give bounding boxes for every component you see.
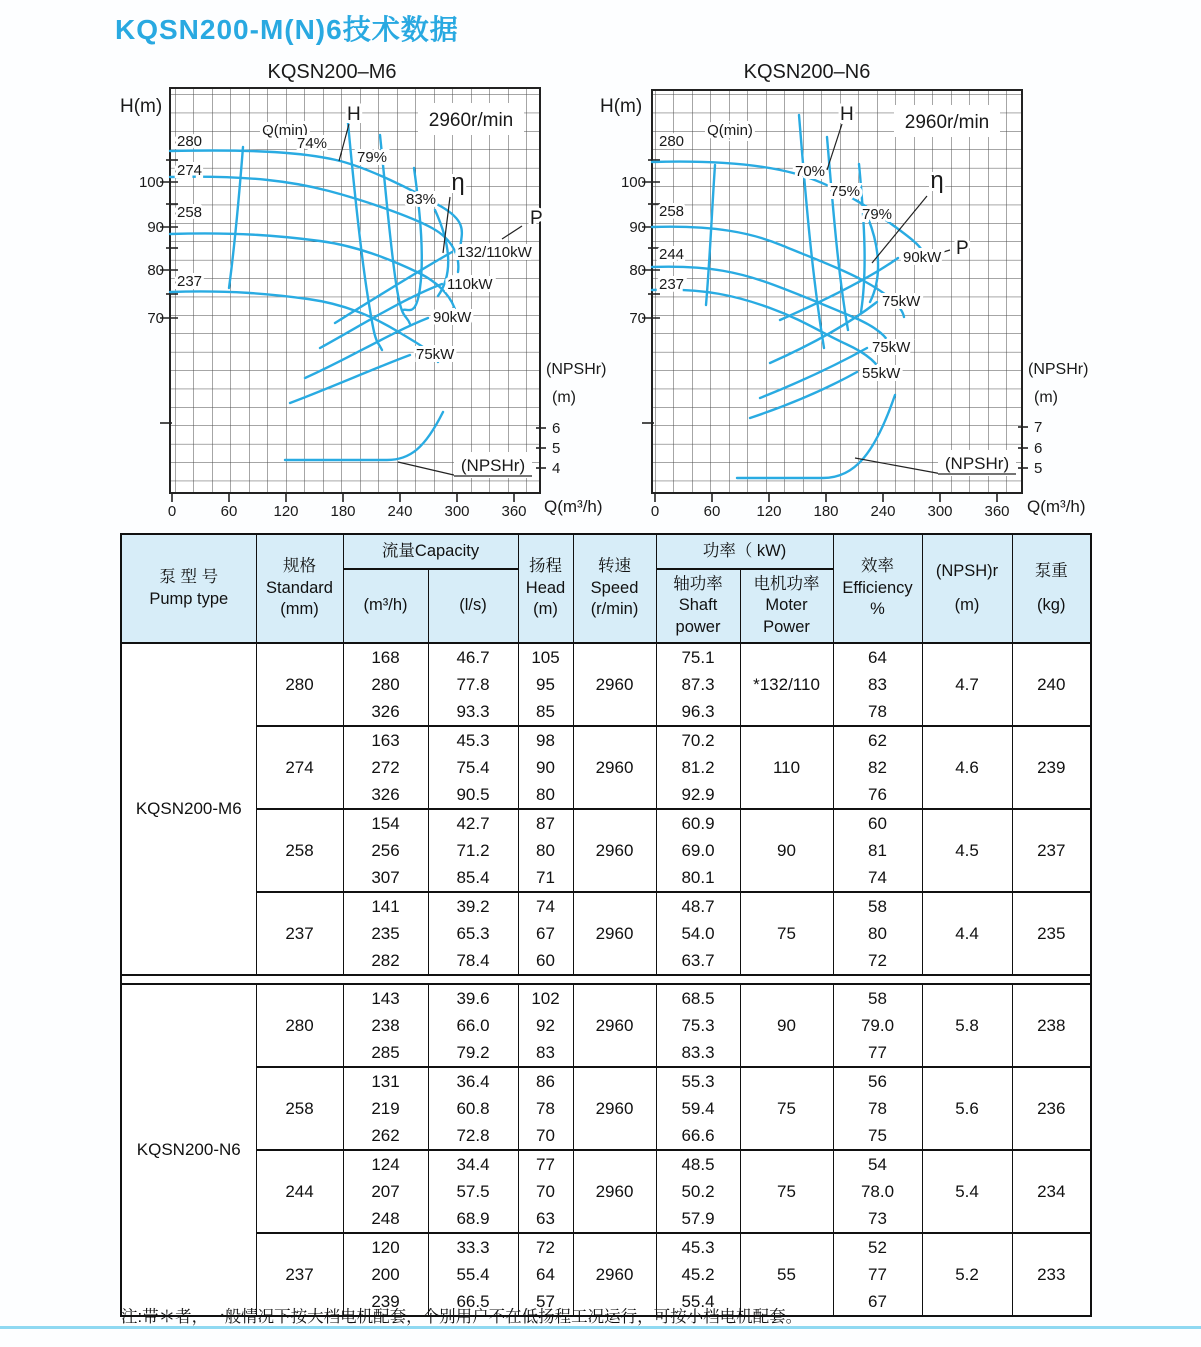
npsh-tick: 7 — [1034, 419, 1043, 436]
capacity-ls-cell: 71.2 — [428, 837, 518, 864]
header-line: % — [870, 600, 885, 619]
x-tick: 240 — [870, 503, 896, 520]
shaft-power-cell: 70.2 — [656, 726, 740, 754]
header-line: Standard — [266, 578, 333, 597]
npsh-axis-unit: (m) — [552, 389, 576, 406]
power-label: 75kW — [416, 346, 455, 363]
capacity-ls-cell: 66.5 — [428, 1288, 518, 1316]
motor-power-cell: 90 — [740, 984, 833, 1067]
weight-cell: 234 — [1012, 1150, 1091, 1233]
npsh-cell: 4.6 — [922, 726, 1012, 809]
efficiency-cell: 75 — [833, 1122, 922, 1150]
efficiency-label: 79% — [356, 149, 388, 166]
speed-label: 2960r/min — [428, 110, 514, 131]
y-tick: 70 — [147, 310, 164, 327]
efficiency-cell: 54 — [833, 1150, 922, 1178]
spacer — [1013, 583, 1091, 595]
shaft-power-cell: 54.0 — [656, 920, 740, 947]
table-body — [121, 643, 1091, 1316]
chart-title: KQSN200–M6 — [267, 61, 397, 83]
npsh-callout-label: (NPSHr) — [460, 456, 526, 475]
capacity-ls-cell: 93.3 — [428, 698, 518, 726]
capacity-m3h-cell: 248 — [343, 1205, 428, 1233]
x-tick: 0 — [167, 503, 177, 520]
capacity-ls-cell: 66.0 — [428, 1012, 518, 1039]
head-cell: 60 — [518, 947, 573, 975]
impeller-label: 280 — [659, 133, 685, 150]
header-line: Speed — [590, 578, 639, 597]
header-line: (r/min) — [590, 600, 639, 619]
chart-title: KQSN200–N6 — [743, 61, 871, 83]
head-cell: 67 — [518, 920, 573, 947]
weight-cell: 240 — [1012, 643, 1091, 726]
capacity-ls-cell: 33.3 — [428, 1233, 518, 1261]
npsh-cell: 4.7 — [922, 643, 1012, 726]
shaft-power-cell: 80.1 — [656, 864, 740, 892]
capacity-m3h-cell: 307 — [343, 864, 428, 892]
eta-label: η — [930, 167, 944, 194]
capacity-m3h-cell: 326 — [343, 698, 428, 726]
header-line: Head — [525, 578, 566, 597]
header-line: Moter — [765, 596, 808, 615]
header-line: Pump type — [149, 589, 229, 608]
header-m3h: (m³/h) — [343, 569, 428, 643]
capacity-ls-cell: 42.7 — [428, 809, 518, 837]
impeller-label: 237 — [177, 273, 203, 290]
efficiency-cell: 60 — [833, 809, 922, 837]
section-separator — [121, 975, 1091, 984]
efficiency-cell: 77 — [833, 1261, 922, 1288]
y-tick: 80 — [629, 262, 646, 279]
npsh-tick: 6 — [1034, 440, 1043, 457]
footnote: 注:带＊者，一般情况下按大档电机配套，个别用户不在低扬程工况运行，可按小档电机配套。 — [121, 1308, 803, 1326]
head-cell: 78 — [518, 1095, 573, 1122]
head-cell: 57 — [518, 1288, 573, 1316]
npsh-callout-label: (NPSHr) — [944, 454, 1010, 473]
npsh-tick: 6 — [552, 420, 561, 437]
capacity-m3h-cell: 219 — [343, 1095, 428, 1122]
x-axis-title: Q(m³/h) — [1027, 497, 1086, 516]
table-row — [121, 1233, 1091, 1261]
efficiency-cell: 78 — [833, 698, 922, 726]
head-cell: 64 — [518, 1261, 573, 1288]
efficiency-cell: 83 — [833, 671, 922, 698]
power-label: 110kW — [447, 276, 493, 293]
capacity-ls-cell: 79.2 — [428, 1039, 518, 1067]
header-line: (NPSH)r — [935, 562, 999, 581]
x-tick: 60 — [703, 503, 721, 520]
shaft-power-cell: 59.4 — [656, 1095, 740, 1122]
bottom-rule — [0, 1326, 1201, 1329]
header-line: (kg) — [1037, 595, 1066, 614]
motor-power-cell: 110 — [740, 726, 833, 809]
header-line: 转速 — [598, 557, 632, 576]
motor-power-cell: 75 — [740, 1067, 833, 1150]
shaft-power-cell: 50.2 — [656, 1178, 740, 1205]
pump-curve-chart-m6 — [120, 58, 610, 533]
spacer — [923, 583, 1012, 595]
capacity-ls-cell: 60.8 — [428, 1095, 518, 1122]
capacity-ls-cell: 75.4 — [428, 754, 518, 781]
capacity-m3h-cell: 280 — [343, 671, 428, 698]
p-curve-label: P — [530, 208, 543, 229]
motor-power-cell: 55 — [740, 1233, 833, 1316]
standard-cell: 237 — [256, 1233, 343, 1316]
efficiency-cell: 79.0 — [833, 1012, 922, 1039]
head-cell: 102 — [518, 984, 573, 1012]
npsh-axis-unit: (m) — [1034, 389, 1058, 406]
speed-cell: 2960 — [573, 643, 656, 726]
x-tick: 180 — [813, 503, 839, 520]
qmin-label: Q(min) — [707, 122, 753, 139]
header-line: 轴功率 — [673, 574, 723, 593]
power-label: 55kW — [862, 365, 901, 382]
capacity-ls-cell: 45.3 — [428, 726, 518, 754]
capacity-ls-cell: 68.9 — [428, 1205, 518, 1233]
motor-power-cell: *132/110 — [740, 643, 833, 726]
shaft-power-cell: 75.1 — [656, 643, 740, 671]
head-cell: 105 — [518, 643, 573, 671]
header-pump-type — [121, 534, 256, 643]
impeller-label: 258 — [659, 203, 685, 220]
npsh-cell: 5.4 — [922, 1150, 1012, 1233]
header-efficiency — [833, 534, 922, 643]
shaft-power-cell: 57.9 — [656, 1205, 740, 1233]
header-shaft-power — [656, 569, 740, 643]
capacity-ls-cell: 39.6 — [428, 984, 518, 1012]
header-npshr — [922, 534, 1012, 643]
shaft-power-cell: 55.3 — [656, 1067, 740, 1095]
table-row — [121, 1067, 1091, 1095]
standard-cell: 258 — [256, 1067, 343, 1150]
capacity-ls-cell: 90.5 — [428, 781, 518, 809]
npsh-tick: 5 — [552, 440, 561, 457]
x-axis-ticks — [655, 493, 997, 502]
efficiency-label: 74% — [296, 135, 328, 152]
speed-cell: 2960 — [573, 1150, 656, 1233]
head-cell: 70 — [518, 1122, 573, 1150]
table-header — [121, 534, 1091, 643]
header-line: Power — [763, 617, 810, 636]
h-curve-label: H — [347, 104, 361, 125]
power-label: 75kW — [872, 339, 911, 356]
header-line: (m) — [954, 595, 980, 614]
header-line: Shaft — [678, 596, 718, 615]
x-tick: 0 — [650, 503, 660, 520]
speed-cell: 2960 — [573, 1067, 656, 1150]
efficiency-cell: 77 — [833, 1039, 922, 1067]
pump-curve-chart-n6 — [600, 58, 1100, 533]
shaft-power-cell: 45.3 — [656, 1233, 740, 1261]
npsh-cell: 4.5 — [922, 809, 1012, 892]
header-line: 泵重 — [1034, 562, 1068, 581]
npsh-cell: 5.8 — [922, 984, 1012, 1067]
impeller-label: 244 — [659, 246, 685, 263]
efficiency-cell: 64 — [833, 643, 922, 671]
page-title: KQSN200-M(N)6技术数据 — [115, 14, 459, 45]
head-cell: 98 — [518, 726, 573, 754]
efficiency-label: 75% — [829, 183, 861, 200]
npsh-tick: 5 — [1034, 460, 1043, 477]
shaft-power-cell: 75.3 — [656, 1012, 740, 1039]
impeller-label: 258 — [177, 204, 203, 221]
capacity-m3h-cell: 235 — [343, 920, 428, 947]
capacity-ls-cell: 65.3 — [428, 920, 518, 947]
header-standard — [256, 534, 343, 643]
shaft-power-cell: 96.3 — [656, 698, 740, 726]
standard-cell: 280 — [256, 984, 343, 1067]
table-row — [121, 726, 1091, 754]
power-label: 90kW — [903, 249, 942, 266]
efficiency-cell: 78.0 — [833, 1178, 922, 1205]
shaft-power-cell: 83.3 — [656, 1039, 740, 1067]
header-motor-power — [740, 569, 833, 643]
y-tick: 100 — [620, 174, 646, 191]
weight-cell: 237 — [1012, 809, 1091, 892]
header-line: (m) — [533, 600, 558, 619]
capacity-m3h-cell: 141 — [343, 892, 428, 920]
shaft-power-cell: 60.9 — [656, 809, 740, 837]
x-tick: 120 — [273, 503, 299, 520]
speed-cell: 2960 — [573, 892, 656, 975]
head-cell: 86 — [518, 1067, 573, 1095]
x-tick: 180 — [330, 503, 356, 520]
power-label: 75kW — [882, 293, 921, 310]
header-power: 功率（ kW) — [656, 534, 833, 569]
motor-power-cell: 75 — [740, 1150, 833, 1233]
efficiency-cell: 67 — [833, 1288, 922, 1316]
head-cell: 95 — [518, 671, 573, 698]
pump-type-cell: KQSN200-N6 — [121, 984, 256, 1316]
tech-data-table — [120, 533, 1092, 1317]
capacity-ls-cell: 57.5 — [428, 1178, 518, 1205]
efficiency-cell: 74 — [833, 864, 922, 892]
power-label: 90kW — [433, 309, 472, 326]
impeller-label: 237 — [659, 276, 685, 293]
table-row — [121, 984, 1091, 1012]
capacity-ls-cell: 77.8 — [428, 671, 518, 698]
x-tick: 120 — [756, 503, 782, 520]
header-weight — [1012, 534, 1091, 643]
x-tick: 360 — [501, 503, 527, 520]
efficiency-cell: 73 — [833, 1205, 922, 1233]
table-row — [121, 1150, 1091, 1178]
shaft-power-cell: 87.3 — [656, 671, 740, 698]
efficiency-cell: 81 — [833, 837, 922, 864]
section-separator-cell — [121, 975, 1091, 984]
shaft-power-cell: 66.6 — [656, 1122, 740, 1150]
header-head — [518, 534, 573, 643]
shaft-power-cell: 63.7 — [656, 947, 740, 975]
y-axis-title: H(m) — [600, 96, 643, 117]
head-cell: 92 — [518, 1012, 573, 1039]
capacity-ls-cell: 55.4 — [428, 1261, 518, 1288]
head-cell: 80 — [518, 781, 573, 809]
efficiency-cell: 80 — [833, 920, 922, 947]
npsh-tick: 4 — [552, 460, 561, 477]
shaft-power-cell: 48.7 — [656, 892, 740, 920]
pump-type-cell: KQSN200-M6 — [121, 643, 256, 975]
capacity-m3h-cell: 154 — [343, 809, 428, 837]
npsh-cell: 5.6 — [922, 1067, 1012, 1150]
npsh-cell: 4.4 — [922, 892, 1012, 975]
efficiency-cell: 82 — [833, 754, 922, 781]
y-tick: 90 — [147, 219, 164, 236]
qmin-label: Q(min) — [262, 122, 308, 139]
header-line: 扬程 — [529, 557, 563, 576]
x-axis-title: Q(m³/h) — [544, 497, 603, 516]
y-tick: 70 — [629, 310, 646, 327]
table-row — [121, 892, 1091, 920]
head-cell: 63 — [518, 1205, 573, 1233]
header-capacity: 流量Capacity — [343, 534, 518, 569]
capacity-m3h-cell: 272 — [343, 754, 428, 781]
head-cell: 80 — [518, 837, 573, 864]
y-tick: 80 — [147, 262, 164, 279]
standard-cell: 280 — [256, 643, 343, 726]
shaft-power-cell: 55.4 — [656, 1288, 740, 1316]
shaft-power-cell: 92.9 — [656, 781, 740, 809]
table-row — [121, 809, 1091, 837]
capacity-m3h-cell: 163 — [343, 726, 428, 754]
x-tick: 360 — [984, 503, 1010, 520]
efficiency-cell: 76 — [833, 781, 922, 809]
capacity-ls-cell: 36.4 — [428, 1067, 518, 1095]
p-curve-label: P — [956, 238, 969, 259]
head-cell: 77 — [518, 1150, 573, 1178]
head-cell: 90 — [518, 754, 573, 781]
capacity-m3h-cell: 168 — [343, 643, 428, 671]
speed-label: 2960r/min — [904, 112, 990, 133]
efficiency-cell: 58 — [833, 892, 922, 920]
head-cell: 70 — [518, 1178, 573, 1205]
capacity-m3h-cell: 124 — [343, 1150, 428, 1178]
standard-cell: 244 — [256, 1150, 343, 1233]
efficiency-label: 83% — [405, 191, 437, 208]
head-cell: 71 — [518, 864, 573, 892]
capacity-m3h-cell: 131 — [343, 1067, 428, 1095]
table-row — [121, 643, 1091, 671]
capacity-m3h-cell: 207 — [343, 1178, 428, 1205]
h-curve-label: H — [840, 104, 854, 125]
efficiency-cell: 78 — [833, 1095, 922, 1122]
weight-cell: 236 — [1012, 1067, 1091, 1150]
weight-cell: 233 — [1012, 1233, 1091, 1316]
capacity-ls-cell: 39.2 — [428, 892, 518, 920]
head-cell: 83 — [518, 1039, 573, 1067]
impeller-label: 280 — [177, 133, 203, 150]
x-tick: 240 — [387, 503, 413, 520]
speed-cell: 2960 — [573, 809, 656, 892]
header-line: power — [675, 617, 721, 636]
weight-cell: 235 — [1012, 892, 1091, 975]
efficiency-cell: 62 — [833, 726, 922, 754]
capacity-ls-cell: 85.4 — [428, 864, 518, 892]
capacity-m3h-cell: 120 — [343, 1233, 428, 1261]
impeller-label: 274 — [177, 162, 203, 179]
capacity-ls-cell: 46.7 — [428, 643, 518, 671]
capacity-m3h-cell: 262 — [343, 1122, 428, 1150]
header-line: Efficiency — [842, 578, 913, 597]
shaft-power-cell: 68.5 — [656, 984, 740, 1012]
shaft-power-cell: 69.0 — [656, 837, 740, 864]
capacity-m3h-cell: 238 — [343, 1012, 428, 1039]
standard-cell: 274 — [256, 726, 343, 809]
eta-label: η — [451, 169, 465, 196]
capacity-ls-cell: 78.4 — [428, 947, 518, 975]
y-tick: 90 — [629, 219, 646, 236]
y-tick: 100 — [138, 174, 164, 191]
shaft-power-cell: 45.2 — [656, 1261, 740, 1288]
capacity-ls-cell: 34.4 — [428, 1150, 518, 1178]
header-ls: (l/s) — [428, 569, 518, 643]
weight-cell: 239 — [1012, 726, 1091, 809]
shaft-power-cell: 48.5 — [656, 1150, 740, 1178]
header-line: (mm) — [280, 600, 319, 619]
header-line: 效率 — [861, 557, 895, 576]
capacity-m3h-cell: 200 — [343, 1261, 428, 1288]
speed-cell: 2960 — [573, 1233, 656, 1316]
standard-cell: 258 — [256, 809, 343, 892]
capacity-m3h-cell: 282 — [343, 947, 428, 975]
weight-cell: 238 — [1012, 984, 1091, 1067]
shaft-power-cell: 81.2 — [656, 754, 740, 781]
capacity-m3h-cell: 256 — [343, 837, 428, 864]
x-tick: 60 — [220, 503, 238, 520]
capacity-m3h-cell: 326 — [343, 781, 428, 809]
header-line: 电机功率 — [753, 574, 820, 593]
standard-cell: 237 — [256, 892, 343, 975]
header-line: 泵 型 号 — [159, 568, 219, 587]
capacity-ls-cell: 72.8 — [428, 1122, 518, 1150]
x-axis-ticks — [172, 493, 514, 502]
head-cell: 74 — [518, 892, 573, 920]
efficiency-cell: 72 — [833, 947, 922, 975]
efficiency-cell: 56 — [833, 1067, 922, 1095]
efficiency-label: 70% — [794, 163, 826, 180]
efficiency-cell: 52 — [833, 1233, 922, 1261]
speed-cell: 2960 — [573, 726, 656, 809]
speed-cell: 2960 — [573, 984, 656, 1067]
head-cell: 85 — [518, 698, 573, 726]
x-tick: 300 — [444, 503, 470, 520]
x-tick: 300 — [927, 503, 953, 520]
efficiency-cell: 58 — [833, 984, 922, 1012]
header-speed — [573, 534, 656, 643]
npsh-axis-title: (NPSHr) — [1028, 361, 1089, 378]
capacity-m3h-cell: 239 — [343, 1288, 428, 1316]
header-line: 规格 — [283, 557, 316, 576]
head-cell: 72 — [518, 1233, 573, 1261]
npsh-cell: 5.2 — [922, 1233, 1012, 1316]
efficiency-label: 79% — [861, 206, 893, 223]
motor-power-cell: 90 — [740, 809, 833, 892]
motor-power-cell: 75 — [740, 892, 833, 975]
power-label: 132/110kW — [457, 244, 532, 261]
capacity-m3h-cell: 285 — [343, 1039, 428, 1067]
capacity-m3h-cell: 143 — [343, 984, 428, 1012]
head-cell: 87 — [518, 809, 573, 837]
y-axis-title: H(m) — [120, 96, 163, 117]
npsh-axis-title: (NPSHr) — [546, 361, 607, 378]
